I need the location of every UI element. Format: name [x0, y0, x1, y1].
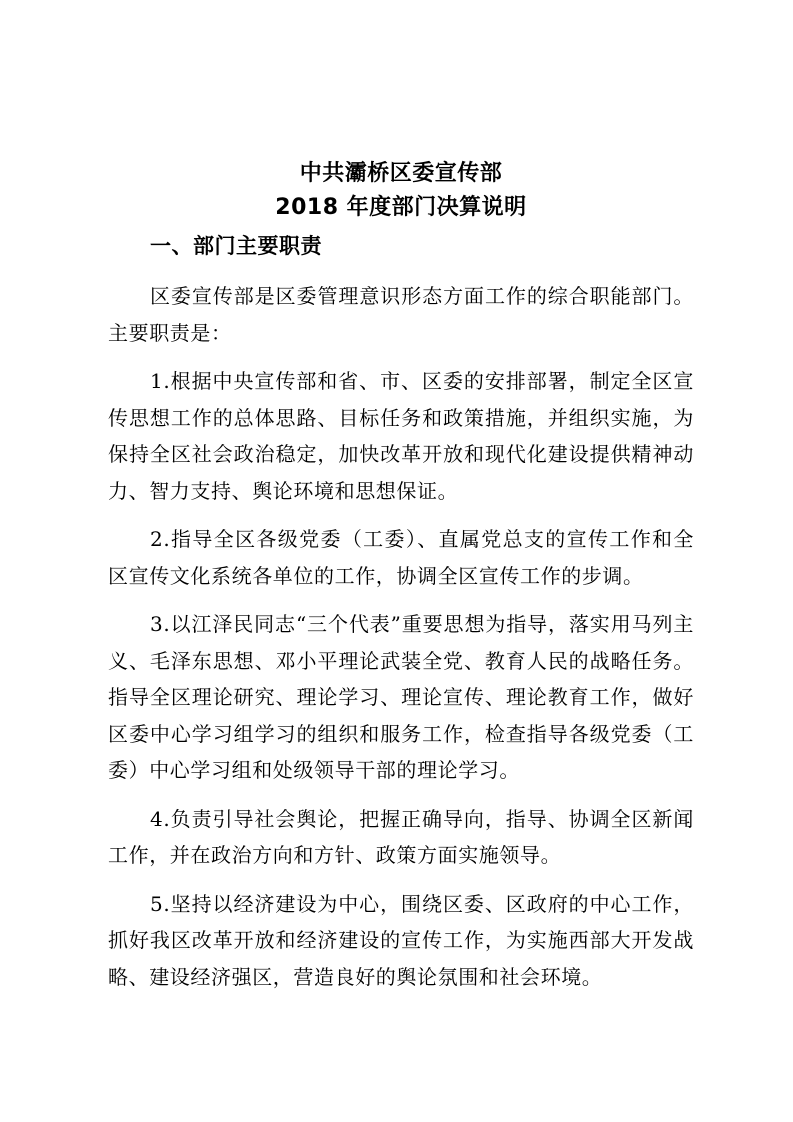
document-page	[108, 157, 694, 995]
document-title-report: 2018 年度部门决算说明	[275, 195, 527, 220]
paragraph-duty-2: 2.指导全区各级党委（工委）、直属党总支的宣传工作和全区宣传文化系统各单位的工作，协调全区宣传工作的步调。	[108, 527, 694, 588]
paragraph-duty-4: 4.负责引导社会舆论，把握正确导向，指导、协调全区新闻工作，并在政治方向和方针、政策方面实施领导。	[108, 806, 694, 867]
paragraph-intro: 区委宣传部是区委管理意识形态方面工作的综合职能部门。主要职责是：	[108, 284, 694, 345]
paragraph-duty-5: 5.坚持以经济建设为中心，围绕区委、区政府的中心工作，抓好我区改革开放和经济建设的宣传工作，为实施西部大开发战略、建设经济强区，营造良好的舆论氛围和社会环境。	[108, 891, 694, 989]
document-title-org: 中共灞桥区委宣传部	[299, 161, 503, 186]
paragraph-duty-1: 1.根据中央宣传部和省、市、区委的安排部署，制定全区宣传思想工作的总体思路、目标任务和政策措施，并组织实施，为保持全区社会政治稳定，加快改革开放和现代化建设提供精神动力、智力支持、舆论环境和思想保证。	[108, 369, 694, 503]
section-heading-main-duties: 一、部门主要职责	[150, 234, 322, 258]
paragraph-duty-3: 3.以江泽民同志“三个代表”重要思想为指导，落实用马列主义、毛泽东思想、邓小平理论武装全党、教育人民的战略任务。指导全区理论研究、理论学习、理论宣传、理论教育工作，做好区委中心学习组学习的组织和服务工作，检查指导各级党委（工委）中心学习组和处级领导干部的理论学习。	[108, 612, 694, 782]
